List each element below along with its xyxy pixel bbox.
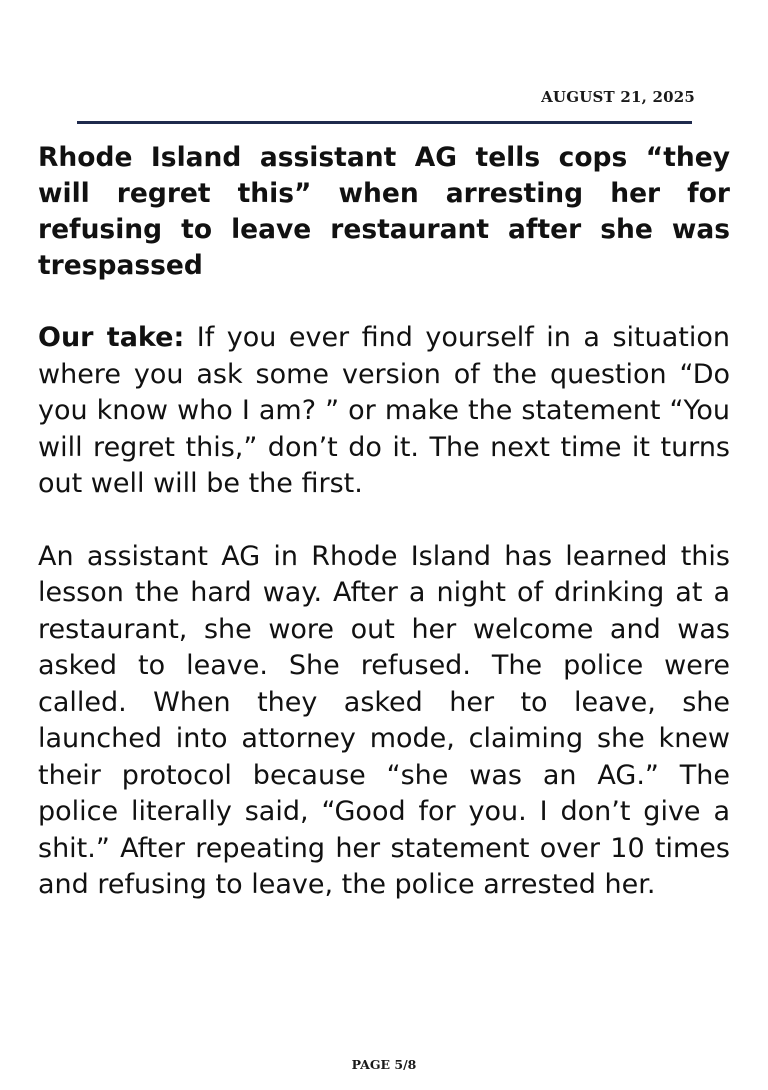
header-divider	[77, 121, 692, 124]
article-content	[38, 140, 730, 904]
article-headline: Rhode Island assistant AG tells cops “they will regret this” when arresting her for refusing to leave restaurant after she was trespassed	[38, 142, 730, 281]
our-take-paragraph	[38, 320, 730, 503]
our-take-label: Our take:	[38, 322, 185, 353]
article-date: AUGUST 21, 2025	[541, 88, 695, 106]
our-take-text: If you ever find yourself in a situation where you ask some version of the question “Do you know who I am? ” or make the statement “You will regret this,” don’t do it. The next time it turns out well will be the first.	[38, 322, 730, 499]
article-body-paragraph: An assistant AG in Rhode Island has learned this lesson the hard way. After a night of drinking at a restaurant, she wore out her welcome and was asked to leave. She refused. The police were called. When they asked her to leave, she launched into attorney mode, claiming she knew their protocol because “she was an AG.” The police literally said, “Good for you. I don’t give a shit.” After repeating her statement over 10 times and refusing to leave, the police arrested her.	[38, 540, 730, 900]
page-number: PAGE 5/8	[351, 1057, 417, 1072]
